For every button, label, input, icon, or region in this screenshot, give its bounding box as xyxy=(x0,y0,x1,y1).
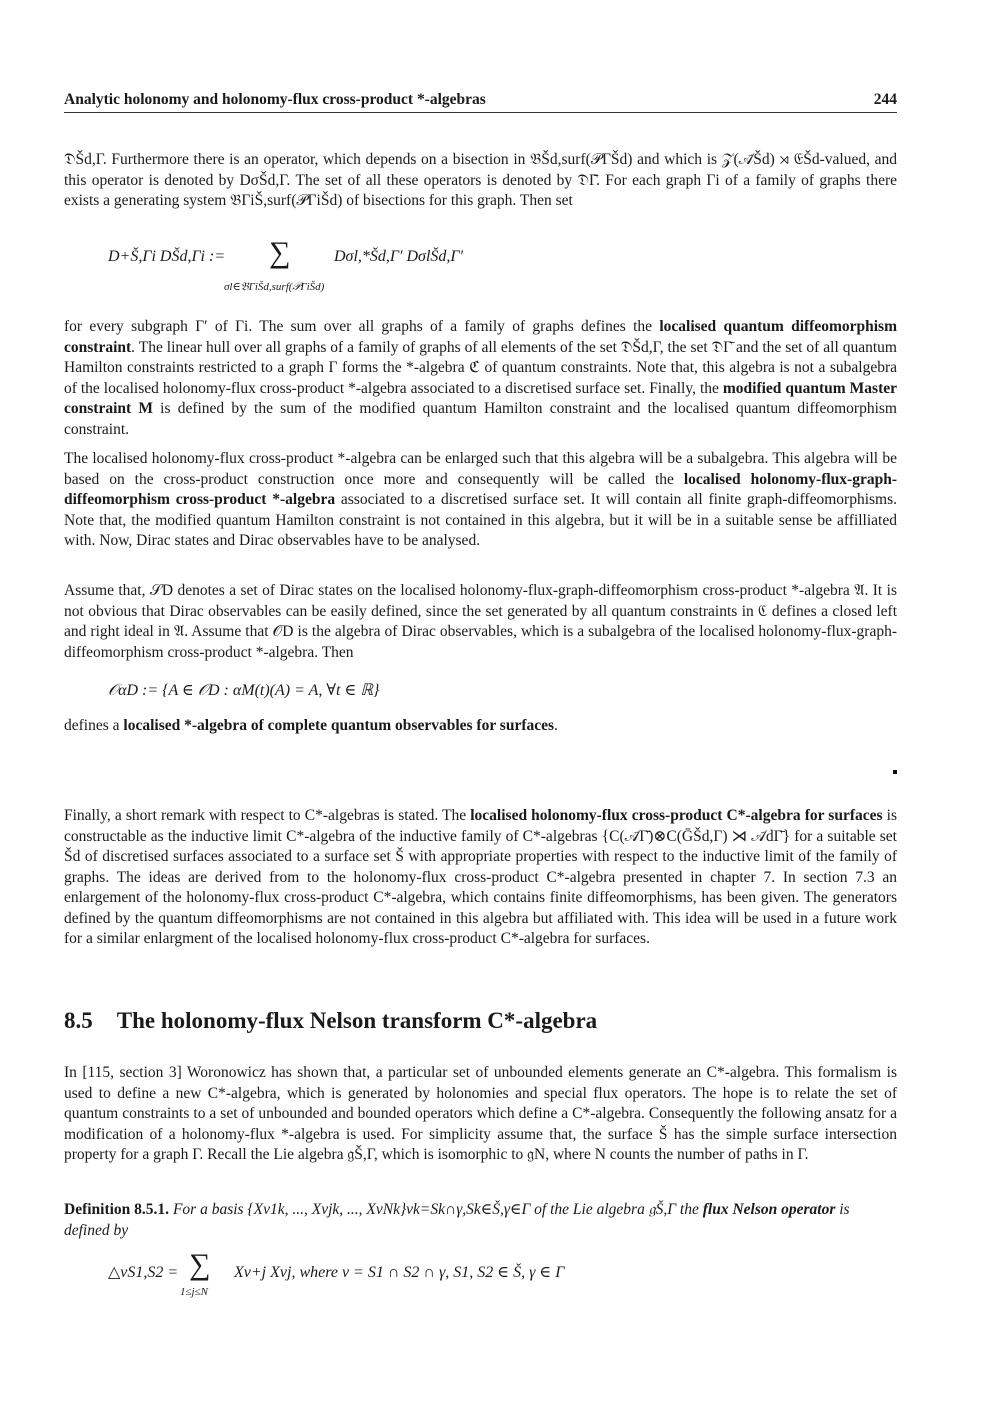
end-of-proof-mark xyxy=(893,770,897,774)
paragraph-3-text-b: associated to a discretised surface set. It will contain all finite graph-diffeomorphisms. Note that, the modified quantum Hamilton constraint is not contained in this algebra, but it will be in a suitable sense be affilliated with. Now, Dirac states and Dirac observables have to be analysed. xyxy=(64,491,897,549)
paragraph-2-text-b: . The linear hull over all graphs of a family of graphs of all elements of the set 𝔇Šd,Γ, the set 𝔇Γ̄ and the set of all quantum Hamilton constraints restricted to a graph Γ forms the *-algebra ℭ of quantum constraints. Note that, this algebra is not a subalgebra of the localised holonomy-flux cross-product *-algebra associated to a discretised surface set. Finally, the xyxy=(64,338,897,397)
equation-1-rhs: Dσl,*Šd,Γ′ DσlŠd,Γ′ xyxy=(334,248,463,265)
running-header xyxy=(64,90,897,113)
paragraph-3-text-a: The localised holonomy-flux cross-product *-algebra can be enlarged such that this algebra will be a subalgebra. This algebra will be based on the cross-product construction once more and consequently will be called the xyxy=(64,450,897,488)
section-number: 8.5 xyxy=(64,1008,93,1033)
equation-3-limits: 1≤j≤N xyxy=(180,1286,208,1298)
paragraph-7: In [115, section 3] Woronowicz has shown that, a particular set of unbounded elements generate an C*-algebra. This formalism is used to define a new C*-algebra, which is generated by holonomies and special flux operators. The hope is to relate the set of quantum constraints to a set of unbounded and bounded operators which define a C*-algebra. Consequently the following ansatz for a modification of a holonomy-flux *-algebra is used. For simplicity assume that, the surface Š has the simple surface intersection property for a graph Γ. Recall the Lie algebra 𝔤Š,Γ, which is isomorphic to 𝔤N, where N counts the number of paths in Γ. xyxy=(64,1064,897,1163)
definition-text-b: is defined by xyxy=(64,1201,850,1239)
paragraph-5-text-b: . xyxy=(554,717,558,734)
page-number: 244 xyxy=(873,91,897,108)
paragraph-3 xyxy=(64,449,897,552)
section-heading xyxy=(64,1008,597,1034)
paragraph-5-text-a: defines a xyxy=(64,717,124,734)
equation-2: 𝒪αD := {A ∈ 𝒪D : αM(t)(A) = A, ∀t ∈ ℝ} xyxy=(108,682,380,699)
term-localised-quantum-diffeomorphism-constraint: localised quantum diffeomorphism constraint xyxy=(64,318,897,356)
paragraph-2-text-a: for every subgraph Γ′ of Γi. The sum over all graphs of a family of graphs defines the xyxy=(64,318,660,335)
paragraph-2-text-c: is defined by the sum of the modified quantum Hamilton constraint and the localised quantum diffeomorphism constraint. xyxy=(64,400,897,438)
section-title: The holonomy-flux Nelson transform C*-algebra xyxy=(116,1008,598,1033)
term-localised-holonomy-flux-graph-diffeomorphism: localised holonomy-flux-graph-diffeomorphism cross-product *-algebra xyxy=(64,470,897,508)
paragraph-6 xyxy=(64,806,897,950)
equation-3-rhs: Xv+j Xvj, where v = S1 ∩ S2 ∩ γ, S1, S2 ∈ Š, γ ∈ Γ xyxy=(234,1264,565,1281)
equation-3-sum: ∑ xyxy=(189,1248,211,1281)
equation-3-lhs: △vS1,S2 = xyxy=(108,1264,179,1281)
paragraph-6-text-a: Finally, a short remark with respect to C*-algebras is stated. The xyxy=(64,807,471,824)
definition-8-5-1 xyxy=(64,1199,897,1241)
paragraph-6-text-b: is constructable as the inductive limit C*-algebra of the inductive family of C*-algebras {C(𝒜̄Γ̄)⊗C(ḠŠd,Γ) ⋊ 𝒜̄dΓ̄} for a suitable set Šd of discretised surfaces associated to a surface set Š with appropriate properties with respect to the inductive limit of the family of graphs. The ideas are derived from to the holonomy-flux cross-product C*-algebra presented in chapter 7. In section 7.3 an enlargement of the holonomy-flux cross-product C*-algebra, which contains finite diffeomorphisms, has been given. The generators defined by the quantum diffeomorphisms are not contained in this algebra but affiliated with. This idea will be used in a future work for a similar enlargment of the localised holonomy-flux cross-product C*-algebra for surfaces. xyxy=(64,807,897,947)
term-modified-quantum-master-constraint: modified quantum Master constraint M xyxy=(64,379,897,417)
paragraph-2 xyxy=(64,317,897,440)
term-localised-complete-quantum-observables: localised *-algebra of complete quantum observables for surfaces xyxy=(123,717,555,734)
equation-1-lhs: D+Š,Γi DŠd,Γi := xyxy=(108,248,226,265)
term-localised-cstar-algebra-for-surfaces: localised holonomy-flux cross-product C*-algebra for surfaces xyxy=(470,807,883,824)
equation-1-limits: σl∈𝔅ΓiŠd,surf(𝒫ΓiŠd) xyxy=(224,281,325,293)
equation-1-sum: ∑ xyxy=(269,236,291,269)
paragraph-5 xyxy=(64,716,897,737)
definition-label: Definition 8.5.1. xyxy=(64,1201,170,1218)
paragraph-1: 𝔇Šd,Γ. Furthermore there is an operator, which depends on a bisection in 𝔅Šd,surf(𝒫ΓŠd) and which is 𝒵(𝒜̄Šd) ⋊ 𝔈Šd-valued, and this operator is denoted by DσŠd,Γ. The set of all these operators is denoted by 𝔇Γ̄. For each graph Γi of a family of graphs there exists a generating system 𝔅ΓiŠ,surf(𝒫ΓiŠd) of bisections for this graph. Then set xyxy=(64,151,897,209)
paragraph-4: Assume that, 𝒮D denotes a set of Dirac states on the localised holonomy-flux-graph-diffeomorphism cross-product *-algebra 𝔄. It is not obvious that Dirac observables can be easily defined, since the set generated by all quantum constraints in ℭ defines a closed left and right ideal in 𝔄. Assume that 𝒪D is the algebra of Dirac observables, which is a subalgebra of the localised holonomy-flux-graph-diffeomorphism cross-product *-algebra. Then xyxy=(64,582,897,661)
term-flux-nelson-operator: flux Nelson operator xyxy=(702,1201,836,1218)
running-title: Analytic holonomy and holonomy-flux cross-product *-algebras xyxy=(64,91,486,108)
definition-text-a: For a basis {Xv1k, ..., Xvjk, ..., XvNk}vk=Sk∩γ,Sk∈Š,γ∈Γ of the Lie algebra 𝔤Š,Γ the xyxy=(169,1201,703,1218)
